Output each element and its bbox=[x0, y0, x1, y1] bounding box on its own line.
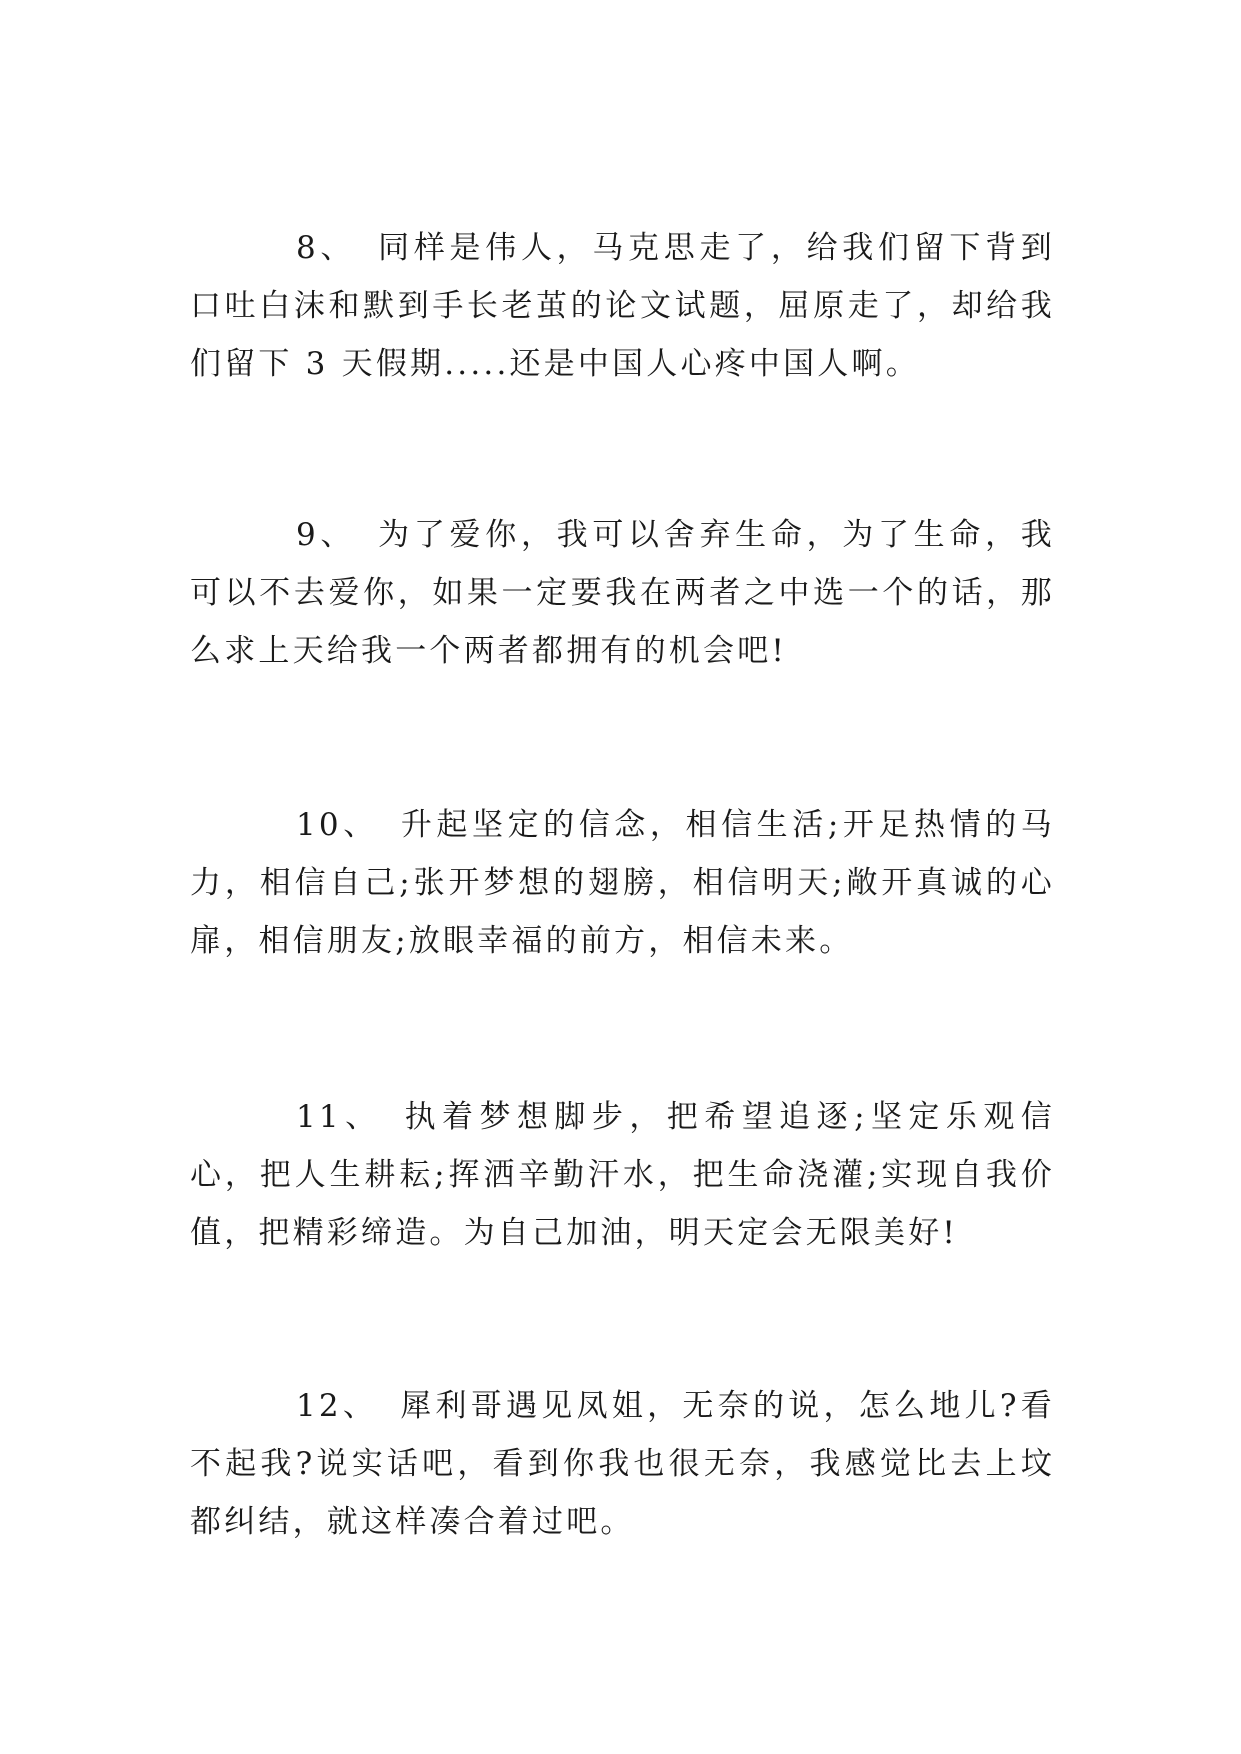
entry-text: 同样是伟人，马克思走了，给我们留下背到口吐白沫和默到手长老茧的论文试题，屈原走了，却给我们留下 3 天假期.....还是中国人心疼中国人啊。 bbox=[190, 230, 1055, 382]
entry-8 bbox=[190, 219, 1055, 393]
entry-text: 为了爱你，我可以舍弃生命，为了生命，我可以不去爱你，如果一定要我在两者之中选一个的话，那么求上天给我一个两者都拥有的机会吧! bbox=[190, 517, 1055, 669]
entry-11 bbox=[190, 1088, 1055, 1262]
entry-text: 升起坚定的信念，相信生活;开足热情的马力，相信自己;张开梦想的翅膀，相信明天;敞开真诚的心扉，相信朋友;放眼幸福的前方，相信未来。 bbox=[190, 807, 1056, 959]
entry-number: 11、 bbox=[296, 1099, 383, 1135]
entry-number: 9、 bbox=[296, 517, 357, 553]
entry-text: 执着梦想脚步，把希望追逐;坚定乐观信心，把人生耕耘;挥洒辛勤汗水，把生命浇灌;实现自我价值，把精彩缔造。为自己加油，明天定会无限美好! bbox=[190, 1099, 1056, 1251]
entry-number: 12、 bbox=[296, 1388, 379, 1424]
entry-10 bbox=[190, 796, 1055, 970]
entry-number: 8、 bbox=[296, 230, 357, 266]
entry-text: 犀利哥遇见凤姐，无奈的说，怎么地儿?看不起我?说实话吧，看到你我也很无奈，我感觉比去上坟都纠结，就这样凑合着过吧。 bbox=[190, 1388, 1055, 1540]
entry-12 bbox=[190, 1377, 1055, 1551]
entry-number: 10、 bbox=[296, 807, 379, 843]
entry-9 bbox=[190, 506, 1055, 680]
